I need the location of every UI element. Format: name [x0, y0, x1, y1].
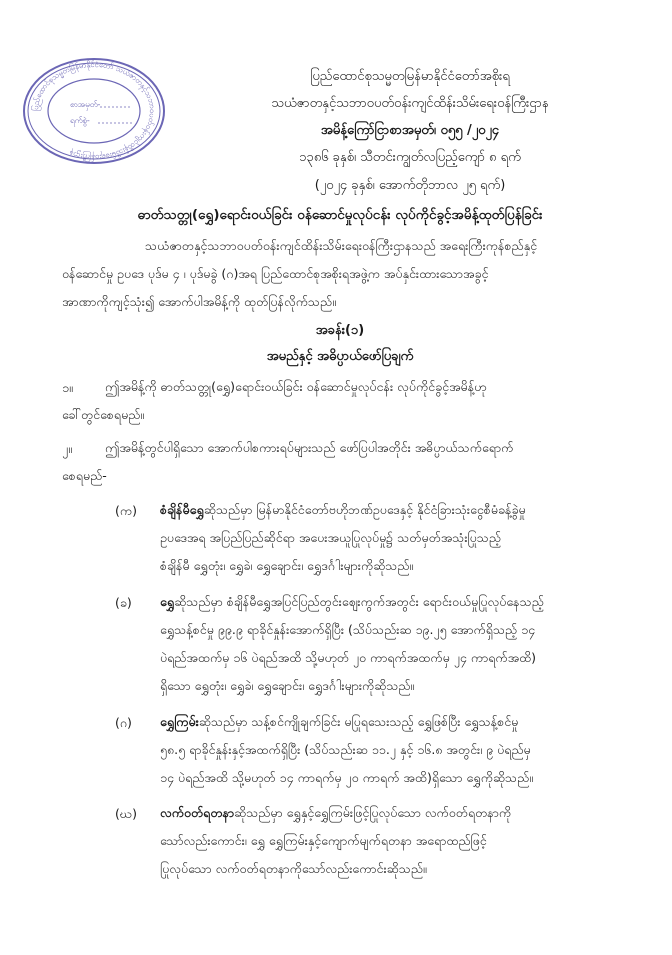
item-gha-label: (ဃ)	[115, 806, 137, 821]
item-gha-line-1	[160, 799, 511, 827]
item-gha-term: လက်ဝတ်ရတနာ	[160, 805, 235, 820]
item-ga-term: ရွှေကြမ်း	[160, 714, 199, 729]
seal-date-label: ရက်စွဲ-	[70, 116, 90, 125]
item-kha-line-4: ရှိသော ရွှေတုံး၊ ရွှေခဲ၊ ရွှေချောင်း၊ ရွှေဒင်္ဂါးများကိုဆိုသည်။	[160, 678, 415, 693]
item-ga-line-2: ၅၈.၅ ရာခိုင်နှုန်းနှင့်အထက်ရှိပြီး (သိပ်သည်းဆ ၁၁.၂ နှင့် ၁၆.၈ အတွင်း၊ ၉ ပဲရည်မှ	[160, 742, 531, 757]
para-1-number: ၁။	[62, 380, 73, 395]
item-ka-line-1	[160, 496, 526, 524]
item-kha-label: (ခ)	[115, 595, 132, 610]
seal-stamp-icon	[20, 56, 168, 166]
para-1-line-1: ဤအမိန့်ကို ဓာတ်သတ္တု(ရွှေ)ရောင်းဝယ်ခြင်း ဝန်ဆောင်မှုလုပ်ငန်း လုပ်ကိုင်ခွင့်အမိန့်ဟု	[105, 379, 487, 394]
document-title: ဓာတ်သတ္တု(ရွှေ)ရောင်းဝယ်ခြင်း ဝန်ဆောင်မှုလုပ်ငန်း လုပ်ကိုင်ခွင့်အမိန့်ထုတ်ပြန်ခြင်း	[137, 207, 543, 223]
para-2-line-1: ဤအမိန့်တွင်ပါရှိသော အောက်ပါစကားရပ်များသည် ဖော်ပြပါအတိုင်း အဓိပ္ပာယ်သက်ရောက်	[105, 440, 514, 455]
item-ga-label: (ဂ)	[115, 715, 132, 730]
item-gha-line-3: ပြုလုပ်သော လက်ဝတ်ရတနာကိုသော်လည်းကောင်းဆိုသည်။	[160, 861, 427, 876]
header-myanmar-date: ၁၃၈၆ ခုနှစ်၊ သီတင်းကျွတ်လပြည့်ကျော် ၈ ရက်	[299, 150, 521, 165]
item-ka-term: စံချိန်မီရွှေ	[160, 502, 204, 517]
item-kha-line-1	[160, 588, 544, 616]
header-government: ပြည်ထောင်စုသမ္မတမြန်မာနိုင်ငံတော်အစိုးရ	[310, 69, 510, 84]
seal-outer-text: ပြည်ထောင်စုသမ္မတမြန်မာနိုင်ငံတော် သယံဇာတနှင့်သဘာဝပတ်ဝန်းကျင်ထိန်းသိမ်းရေးဝန်ကြီးဌာန	[30, 59, 158, 163]
intro-line-3: အာဏာကိုကျင့်သုံး၍ အောက်ပါအမိန့်ကို ထုတ်ပြန်လိုက်သည်။	[62, 294, 336, 309]
item-kha-term: ရွှေ	[160, 594, 175, 609]
chapter-number: အခန်း(၁)	[315, 323, 365, 338]
item-ga-line-1	[160, 708, 518, 736]
para-2-line-2: စေရမည်-	[62, 468, 107, 483]
header-notification-number: အမိန့်ကြော်ငြာစာအမှတ်၊ ၀၅၅ /၂၀၂၄	[320, 123, 500, 138]
intro-line-2: ဝန်ဆောင်မှု ဥပဒေ ပုဒ်မ ၄ ၊ ပုဒ်မခွဲ (ဂ)အရ ပြည်ထောင်စုအစိုးရအဖွဲ့က အပ်နှင်းထားသောအခွင့်	[62, 266, 489, 281]
item-ka-line-3: စံချိန်မီ ရွှေတုံး၊ ရွှေခဲ၊ ရွှေချောင်း၊ ရွှေဒင်္ဂါးများကိုဆိုသည်။	[160, 558, 414, 573]
chapter-heading: အမည်နှင့် အဓိပ္ပာယ်ဖော်ပြချက်	[266, 349, 414, 364]
header-ministry: သယံဇာတနှင့်သဘာဝပတ်ဝန်းကျင်ထိန်းသိမ်းရေးဝန်ကြီးဌာန	[271, 96, 549, 111]
item-ga-line-3: ၁၄ ပဲရည်အထိ သို့မဟုတ် ၁၄ ကာရက်မှ ၂၀ ကာရက် အထိ)ရှိသော ရွှေကိုဆိုသည်။	[160, 770, 533, 785]
official-seal	[20, 56, 168, 166]
header-gregorian-date: (၂၀၂၄ ခုနှစ်၊ အောက်တိုဘာလ ၂၅ ရက်)	[314, 178, 506, 193]
item-gha-text-1: ဆိုသည်မှာ ရွှေနှင့်ရွှေကြမ်းဖြင့်ပြုလုပ်သော လက်ဝတ်ရတနာကို	[234, 805, 512, 820]
item-ka-line-2: ဥပဒေအရ အပြည်ပြည်ဆိုင်ရာ အပေးအယူပြုလုပ်မှု၌ သတ်မှတ်အသုံးပြုသည့်	[160, 530, 501, 545]
item-ga-text-1: ဆိုသည်မှာ သန့်စင်ကျိုချက်ခြင်း မပြုရသေးသည့် ရွှေဖြစ်ပြီး ရွှေသန့်စင်မှု	[198, 714, 519, 729]
item-kha-line-3: ပဲရည်အထက်မှ ၁၆ ပဲရည်အထိ သို့မဟုတ် ၂၀ ကာရက်အထက်မှ ၂၄ ကာရက်အထိ)	[160, 650, 537, 665]
item-kha-text-1: ဆိုသည်မှာ စံချိန်မီရွှေအပြင်ပြည်တွင်းဈေးကွက်အတွင်း ရောင်းဝယ်မှုပြုလုပ်နေသည့်	[174, 594, 544, 609]
item-kha-line-2: ရွှေသန့်စင်မှု ၉၉.၉ ရာခိုင်နှုန်းအောက်ရှိပြီး (သိပ်သည်းဆ ၁၉.၂၅ အောက်ရှိသည့် ၁၄	[160, 622, 536, 637]
item-ka-text-1: ဆိုသည်မှာ မြန်မာနိုင်ငံတော်ဗဟိုဘဏ်ဥပဒေနှင့် နိုင်ငံခြားသုံးငွေစီမံခန့်ခွဲမှု	[203, 502, 526, 517]
item-gha-line-2: သော်လည်းကောင်း၊ ရွှေ ရွှေကြမ်းနှင့်ကျောက်မျက်ရတနာ အရောထည်ဖြင့်	[160, 833, 487, 848]
para-2-number: ၂။	[62, 441, 72, 456]
seal-ref-label: စာအမှတ်-	[70, 100, 101, 109]
para-1-line-2: ခေါ်တွင်စေရမည်။	[62, 407, 145, 422]
intro-line-1: သယံဇာတနှင့်သဘာဝပတ်ဝန်းကျင်ထိန်းသိမ်းရေးဝန်ကြီးဌာနသည် အရေးကြီးကုန်စည်နှင့်	[145, 238, 538, 253]
item-ka-label: (က)	[115, 503, 137, 518]
